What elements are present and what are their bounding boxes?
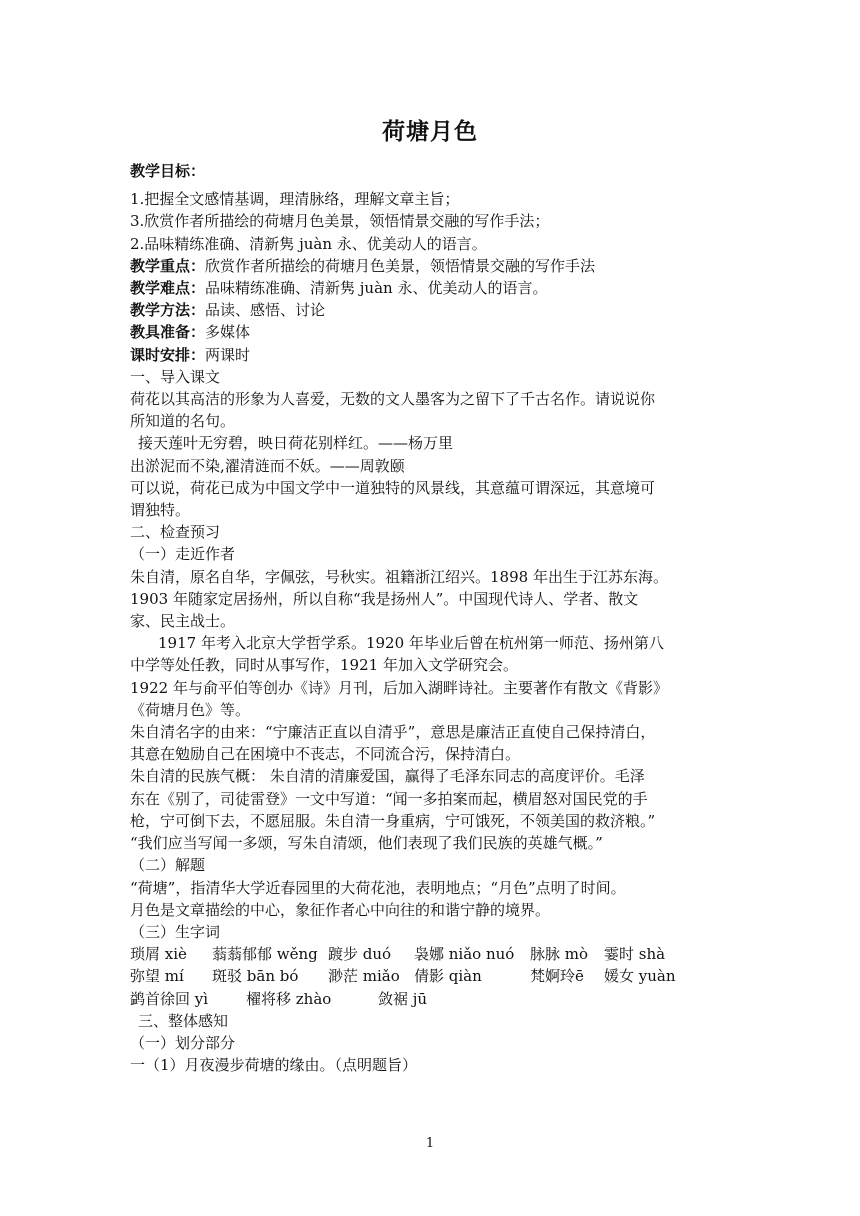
- title-explain-text: “荷塘”，指清华大学近春园里的大荷花池，表明地点；“月色”点明了时间。: [130, 878, 626, 897]
- author-text: 中学等处任教，同时从事写作，1921 年加入文学研究会。: [130, 656, 518, 675]
- subsection-heading: （三）生字词: [130, 922, 221, 941]
- field-schedule: [130, 344, 730, 366]
- author-text: 1917 年考入北京大学哲学系。1920 年毕业后曾在杭州第一师范、扬州第八: [158, 634, 664, 653]
- goals-heading: 教学目标：: [130, 162, 206, 180]
- field-key-point: [130, 255, 730, 277]
- field-value: 欣赏作者所描绘的荷塘月色美景，领悟情景交融的写作手法: [205, 256, 596, 275]
- goal-item: 2.品味精练准确、清新隽 juàn 永、优美动人的语言。: [130, 234, 487, 253]
- subsection-heading: （二）解题: [130, 856, 206, 875]
- name-origin-text: 朱自清名字的由来：“宁廉洁正直以自清乎”，意思是廉洁正直使自己保持清白，: [130, 723, 656, 742]
- name-origin-text: 其意在勉励自己在困境中不丧志，不同流合污，保持清白。: [130, 745, 521, 764]
- subsection-heading: （一）走近作者: [130, 545, 236, 564]
- vocab-item: 媛女 yuàn: [604, 967, 676, 986]
- spirit-text: 东在《别了，司徒雷登》一文中写道：“闻一多拍案而起，横眉怒对国民党的手: [130, 789, 648, 808]
- document-title: 荷塘月色: [382, 119, 478, 145]
- field-value: 两课时: [205, 345, 251, 364]
- vocab-item: 櫂将移 zhào: [246, 989, 332, 1008]
- intro-text: 荷花以其高洁的形象为人喜爱，无数的文人墨客为之留下了千古名作。请说说你: [130, 390, 656, 409]
- field-label: 教具准备：: [130, 323, 206, 342]
- field-label: 课时安排：: [130, 345, 206, 364]
- section-heading: 二、检查预习: [130, 523, 221, 542]
- author-text: 家、民主战士。: [130, 612, 236, 631]
- part-text: 一（1）月夜漫步荷塘的缘由。（点明题旨）: [130, 1056, 418, 1075]
- section-heading: 三、整体感知: [138, 1011, 229, 1030]
- vocab-item: 渺茫 miǎo: [328, 967, 400, 986]
- outro-text: 谓独特。: [130, 501, 191, 520]
- field-method: [130, 299, 730, 321]
- vocab-item: 蓊蓊郁郁 wěng: [212, 945, 318, 964]
- vocab-item: 袅娜 niǎo nuó: [414, 945, 515, 964]
- vocab-item: 琐屑 xiè: [130, 945, 187, 964]
- vocab-row: [130, 988, 730, 1010]
- vocab-item: 梵婀玲ē: [530, 967, 584, 986]
- author-text: 《荷塘月色》等。: [130, 700, 251, 719]
- field-label: 教学方法：: [130, 301, 206, 320]
- field-difficulty: [130, 277, 730, 299]
- field-value: 多媒体: [205, 323, 251, 342]
- title-explain-text: 月色是文章描绘的中心，象征作者心中向往的和谐宁静的境界。: [130, 900, 551, 919]
- vocab-row: [130, 965, 730, 987]
- section-heading: 一、导入课文: [130, 367, 221, 386]
- spirit-text: 枪，宁可倒下去，不愿屈服。朱自清一身重病，宁可饿死，不领美国的救济粮。”: [130, 811, 656, 830]
- vocab-item: 倩影 qiàn: [414, 967, 482, 986]
- vocab-item: 鹢首徐回 yì: [130, 989, 209, 1008]
- field-value: 品读、感悟、讨论: [205, 301, 326, 320]
- quote-line: 接天莲叶无穷碧，映日荷花别样红。——杨万里: [138, 434, 454, 453]
- outro-text: 可以说，荷花已成为中国文学中一道独特的风景线，其意蕴可谓深远，其意境可: [130, 478, 656, 497]
- intro-text: 所知道的名句。: [130, 412, 236, 431]
- page-number: 1: [425, 1136, 435, 1151]
- vocab-item: 脉脉 mò: [530, 945, 589, 964]
- author-text: 1903 年随家定居扬州，所以自称“我是扬州人”。中国现代诗人、学者、散文: [130, 589, 639, 608]
- goal-item: 3.欣赏作者所描绘的荷塘月色美景，领悟情景交融的写作手法；: [130, 212, 550, 231]
- author-text: 1922 年与俞平伯等创办《诗》月刊，后加入湖畔诗社。主要著作有散文《背影》: [130, 678, 668, 697]
- spirit-text: 朱自清的民族气概： 朱自清的清廉爱国，赢得了毛泽东同志的高度评价。毛泽: [130, 767, 645, 786]
- field-value: 品味精练准确、清新隽 juàn 永、优美动人的语言。: [205, 279, 548, 298]
- goal-item: 1.把握全文感情基调，理清脉络，理解文章主旨；: [130, 190, 460, 209]
- vocab-item: 霎时 shà: [604, 945, 666, 964]
- vocab-item: 敛裾 jū: [378, 989, 428, 1008]
- vocab-item: 踱步 duó: [328, 945, 392, 964]
- subsection-heading: （一）划分部分: [130, 1033, 236, 1052]
- author-text: 朱自清，原名自华，字佩弦，号秋实。祖籍浙江绍兴。1898 年出生于江苏东海。: [130, 567, 668, 586]
- quote-line: 出淤泥而不染,濯清涟而不妖。——周敦颐: [130, 456, 405, 475]
- field-label: 教学重点：: [130, 256, 206, 275]
- field-tools: [130, 321, 730, 343]
- document-body: [130, 160, 730, 1076]
- spirit-text: “我们应当写闻一多颂，写朱自清颂，他们表现了我们民族的英雄气概。”: [130, 834, 603, 853]
- vocab-item: 弥望 mí: [130, 967, 184, 986]
- field-label: 教学难点：: [130, 279, 206, 298]
- vocab-row: [130, 943, 730, 965]
- vocab-item: 斑驳 bān bó: [212, 967, 299, 986]
